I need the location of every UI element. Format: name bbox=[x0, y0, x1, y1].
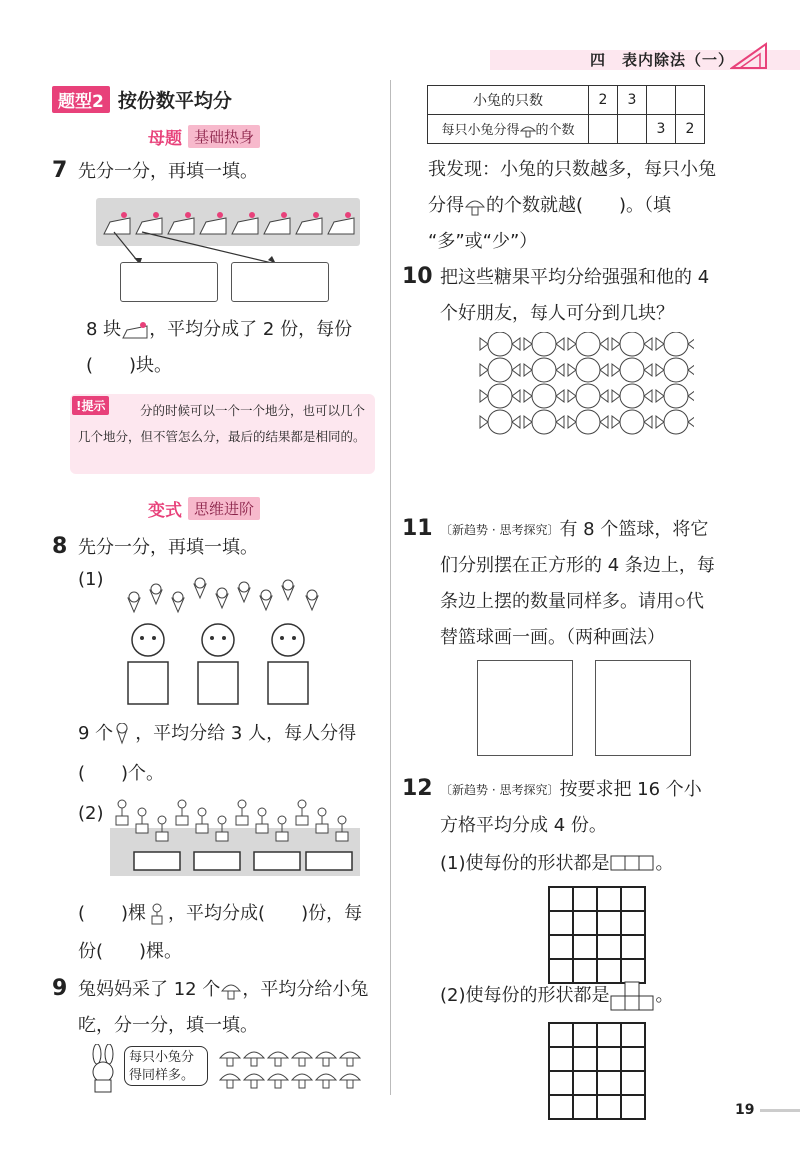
q12-part2: (2)使每份的形状都是 。 bbox=[440, 978, 674, 1014]
flower-pot-icon bbox=[336, 816, 348, 841]
q8-part1-label: (1) bbox=[78, 569, 104, 590]
page-footer-line bbox=[760, 1109, 800, 1112]
speech-bubble: 每只小兔分得同样多。 bbox=[124, 1046, 208, 1086]
mushroom-icon bbox=[292, 1074, 312, 1088]
ruler-logo-icon bbox=[730, 42, 770, 70]
q9-find-line3: “多”或“少”） bbox=[428, 231, 538, 252]
mushroom-icon bbox=[268, 1074, 288, 1088]
grid-cell[interactable] bbox=[621, 911, 645, 935]
candy-icon bbox=[612, 358, 652, 382]
table-row bbox=[428, 86, 705, 115]
hint-label: !提示 bbox=[72, 396, 109, 415]
grid-cell[interactable] bbox=[597, 935, 621, 959]
ice-cream-icon bbox=[150, 584, 162, 604]
mushroom-icon bbox=[316, 1074, 336, 1088]
flower-pot-icon bbox=[136, 808, 148, 833]
answer-box-2[interactable] bbox=[231, 262, 329, 302]
circle-icon bbox=[674, 596, 686, 608]
column-divider bbox=[390, 80, 391, 1095]
table-cell[interactable]: 3 bbox=[618, 86, 647, 115]
q7-line2: ( )块。 bbox=[86, 355, 173, 376]
flower-pot-icon bbox=[146, 902, 168, 926]
grid-cell[interactable] bbox=[573, 1071, 597, 1095]
grid-cell[interactable] bbox=[621, 1071, 645, 1095]
grid-cell[interactable] bbox=[621, 1023, 645, 1047]
q8-number: 8 bbox=[52, 534, 68, 559]
grid-cell[interactable] bbox=[621, 1047, 645, 1071]
q12-line1: 〔新趋势 · 思考探究〕 按要求把 16 个小 bbox=[440, 779, 702, 800]
mushroom-icon bbox=[292, 1052, 312, 1066]
candy-icon bbox=[480, 384, 520, 408]
ice-cream-icon bbox=[306, 590, 318, 610]
candy-icon bbox=[568, 410, 608, 434]
mushroom-icon bbox=[220, 1074, 240, 1088]
candy-icon bbox=[656, 410, 694, 434]
q8-part2-label: (2) bbox=[78, 803, 104, 824]
t-shape-icon bbox=[610, 981, 656, 1011]
candy-icon bbox=[524, 384, 564, 408]
flower-pot-icon bbox=[196, 808, 208, 833]
q12-line2: 方格平均分成 4 份。 bbox=[440, 815, 607, 836]
chapter-title: 四 表内除法（一） bbox=[590, 51, 735, 69]
mushroom-icon bbox=[220, 979, 242, 1001]
q12-part1: (1)使每份的形状都是 。 bbox=[440, 853, 674, 874]
grid-16-squares-2[interactable] bbox=[548, 1022, 646, 1120]
mushroom-icon bbox=[464, 195, 486, 217]
q7-line1: 8 块 ，平均分成了 2 份，每份 bbox=[86, 319, 353, 340]
table-cell[interactable]: 2 bbox=[676, 115, 705, 144]
q10-line2: 个好朋友，每人可分到几块？ bbox=[440, 303, 674, 324]
q11-line3: 条边上摆的数量同样多。请用 代 bbox=[440, 591, 704, 612]
candy-icon bbox=[612, 410, 652, 434]
q11-line2: 们分别摆在正方形的 4 条边上，每 bbox=[440, 555, 715, 576]
candies-illustration bbox=[474, 332, 694, 442]
flower-pot-icon bbox=[216, 816, 228, 841]
candy-icon bbox=[656, 358, 694, 382]
grid-cell[interactable] bbox=[549, 935, 573, 959]
ice-cream-icon bbox=[216, 588, 228, 608]
flower-pot-icon bbox=[116, 800, 128, 825]
q9-find-line1: 我发现：小兔的只数越多，每只小兔 bbox=[428, 159, 716, 180]
table-cell[interactable] bbox=[647, 86, 676, 115]
ice-cream-icon bbox=[113, 723, 135, 745]
candy-icon bbox=[656, 384, 694, 408]
ice-cream-icon bbox=[172, 592, 184, 612]
candy-icon bbox=[612, 332, 652, 356]
section-title: 按份数平均分 bbox=[117, 90, 232, 112]
flower-pot-icon bbox=[236, 800, 248, 825]
q7-number: 7 bbox=[52, 158, 68, 183]
rabbit-icon bbox=[86, 1044, 120, 1094]
grid-cell[interactable] bbox=[549, 1071, 573, 1095]
q9-number: 9 bbox=[52, 976, 68, 1001]
grid-cell[interactable] bbox=[549, 1095, 573, 1119]
variant-sub: 思维进阶 bbox=[188, 497, 260, 520]
candy-icon bbox=[480, 332, 520, 356]
parent-sub: 基础热身 bbox=[188, 125, 260, 148]
drawing-square-1[interactable] bbox=[477, 660, 573, 756]
grid-cell[interactable] bbox=[597, 887, 621, 911]
q8-part2-line2: 份( )棵。 bbox=[78, 941, 183, 962]
q8-prompt: 先分一分，再填一填。 bbox=[78, 537, 258, 558]
q9-find-line2: 分得 的个数就越( )。（填 bbox=[428, 195, 672, 216]
grid-cell[interactable] bbox=[549, 887, 573, 911]
grid-cell[interactable] bbox=[597, 1047, 621, 1071]
flower-pot-icon bbox=[316, 808, 328, 833]
candy-icon bbox=[612, 384, 652, 408]
q12-number: 12 bbox=[402, 776, 433, 801]
flower-pot-icon bbox=[176, 800, 188, 825]
q9-line1: 兔妈妈采了 12 个 ，平均分给小兔 bbox=[78, 979, 369, 1000]
grid-cell[interactable] bbox=[573, 887, 597, 911]
candy-icon bbox=[480, 410, 520, 434]
row-label: 每只小兔分得 的个数 bbox=[428, 115, 589, 144]
q8-part1-line1: 9 个 ，平均分给 3 人，每人分得 bbox=[78, 723, 357, 744]
grid-cell[interactable] bbox=[621, 887, 645, 911]
flower-pot-icon bbox=[296, 800, 308, 825]
candy-icon bbox=[524, 332, 564, 356]
section-tag: 题型2 bbox=[52, 86, 110, 113]
q11-line1: 〔新趋势 · 思考探究〕 有 8 个篮球，将它 bbox=[440, 519, 709, 540]
mushroom-icon bbox=[520, 123, 536, 139]
q9-line2: 吃，分一分，填一填。 bbox=[78, 1015, 258, 1036]
mushroom-icon bbox=[220, 1052, 240, 1066]
candy-icon bbox=[524, 410, 564, 434]
row-label: 小兔的只数 bbox=[428, 86, 589, 115]
q10-number: 10 bbox=[402, 264, 433, 289]
candy-icon bbox=[524, 358, 564, 382]
ice-cream-icon bbox=[282, 580, 294, 600]
table-cell[interactable] bbox=[676, 86, 705, 115]
section-heading bbox=[52, 86, 232, 113]
page-number: 19 bbox=[735, 1102, 755, 1118]
candy-icon bbox=[568, 358, 608, 382]
l-shape-icon bbox=[610, 855, 656, 873]
table-cell[interactable] bbox=[618, 115, 647, 144]
hint-text: 分的时候可以一个一个地分，也可以几个几个地分，但不管怎么分，最后的结果都是相同的。 bbox=[78, 403, 366, 444]
candy-icon bbox=[568, 332, 608, 356]
parent-question-heading bbox=[148, 124, 260, 149]
grid-cell[interactable] bbox=[597, 1071, 621, 1095]
flower-pot-icon bbox=[156, 816, 168, 841]
grid-cell[interactable] bbox=[549, 1047, 573, 1071]
grid-16-squares-1[interactable] bbox=[548, 886, 646, 984]
grid-cell[interactable] bbox=[621, 935, 645, 959]
answer-box-1[interactable] bbox=[120, 262, 218, 302]
grid-cell[interactable] bbox=[573, 1047, 597, 1071]
q10-line1: 把这些糖果平均分给强强和他的 4 bbox=[440, 267, 710, 288]
cake-icon bbox=[121, 320, 149, 340]
ice-cream-icon bbox=[260, 590, 272, 610]
ice-cream-kids-illustration bbox=[118, 570, 338, 710]
q8-part1-line2: ( )个。 bbox=[78, 763, 165, 784]
grid-cell[interactable] bbox=[573, 1023, 597, 1047]
q7-prompt: 先分一分，再填一填。 bbox=[78, 161, 258, 182]
flower-pot-icon bbox=[256, 808, 268, 833]
rabbit-table bbox=[427, 85, 705, 144]
candy-icon bbox=[656, 332, 694, 356]
parent-tag: 母题 bbox=[148, 129, 182, 149]
q11-number: 11 bbox=[402, 516, 433, 541]
grid-cell[interactable] bbox=[573, 1095, 597, 1119]
table-cell[interactable]: 2 bbox=[589, 86, 618, 115]
mushroom-icon bbox=[316, 1052, 336, 1066]
mushroom-icon bbox=[244, 1074, 264, 1088]
grid-cell[interactable] bbox=[573, 935, 597, 959]
grid-cell[interactable] bbox=[597, 1023, 621, 1047]
grid-cell[interactable] bbox=[621, 1095, 645, 1119]
grid-cell[interactable] bbox=[597, 1095, 621, 1119]
mushroom-icon bbox=[340, 1074, 360, 1088]
grid-cell[interactable] bbox=[549, 911, 573, 935]
table-row bbox=[428, 115, 705, 144]
variant-tag: 变式 bbox=[148, 501, 182, 521]
mushroom-icon bbox=[340, 1052, 360, 1066]
mushroom-icon bbox=[268, 1052, 288, 1066]
ice-cream-icon bbox=[238, 582, 250, 602]
q8-part2-line1: ( )棵 ，平均分成( )份，每 bbox=[78, 903, 363, 924]
grid-cell[interactable] bbox=[573, 911, 597, 935]
candy-icon bbox=[480, 358, 520, 382]
mushrooms-group-icon bbox=[218, 1046, 368, 1092]
mushroom-icon bbox=[244, 1052, 264, 1066]
variant-heading bbox=[148, 496, 260, 521]
drawing-square-2[interactable] bbox=[595, 660, 691, 756]
ice-cream-icon bbox=[128, 592, 140, 612]
table-cell[interactable]: 3 bbox=[647, 115, 676, 144]
flowers-and-boxes-illustration bbox=[110, 796, 360, 876]
grid-cell[interactable] bbox=[549, 1023, 573, 1047]
ice-cream-icon bbox=[194, 578, 206, 598]
flower-pot-icon bbox=[276, 816, 288, 841]
grid-cell[interactable] bbox=[597, 911, 621, 935]
q11-line4: 替篮球画一画。（两种画法） bbox=[440, 627, 665, 648]
table-cell[interactable] bbox=[589, 115, 618, 144]
candy-icon bbox=[568, 384, 608, 408]
